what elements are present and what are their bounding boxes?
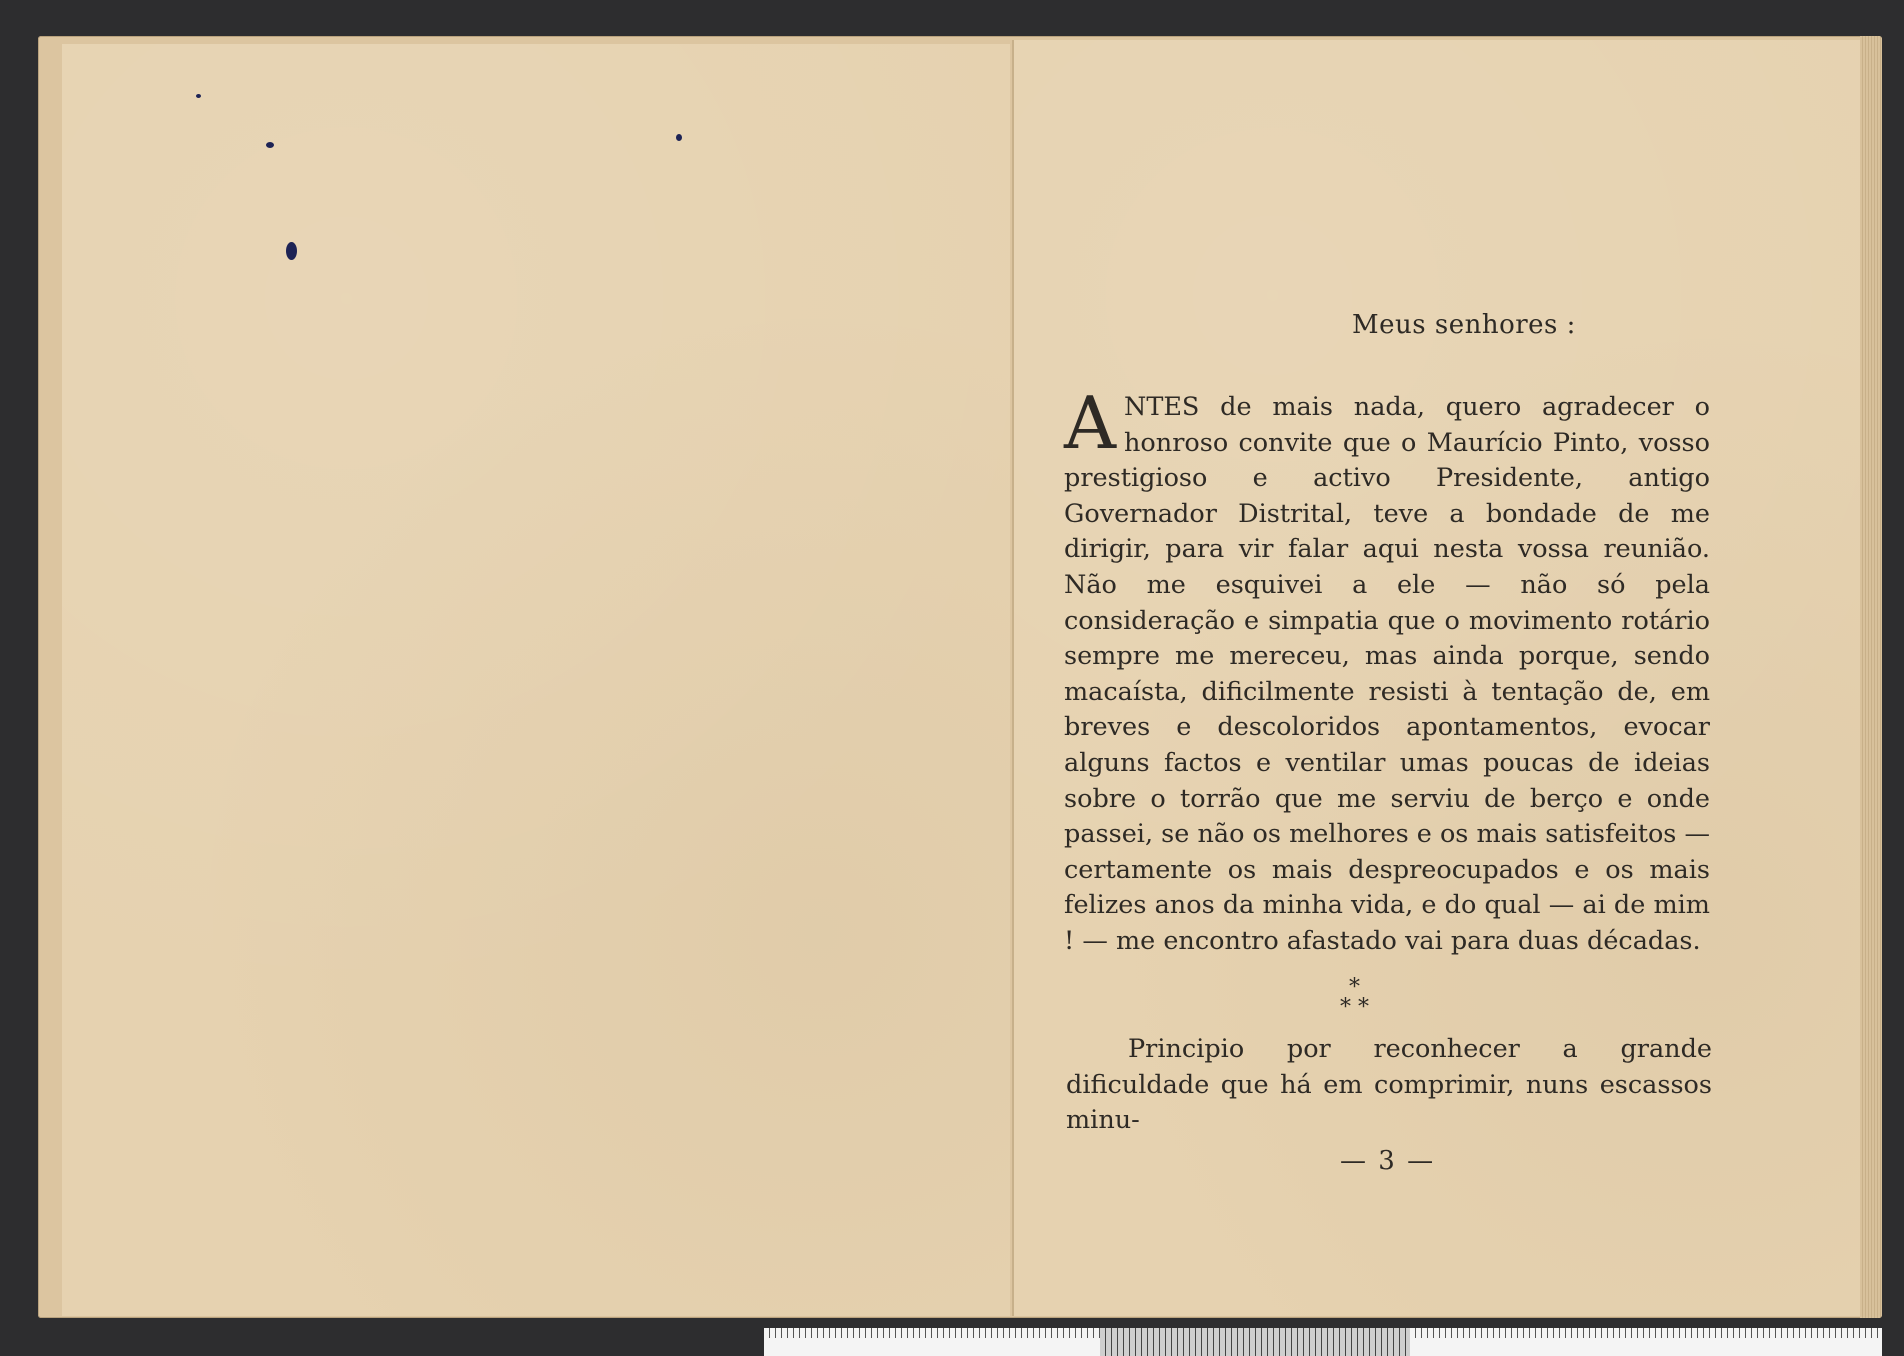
first-paragraph-text: NTES de mais nada, quero agradecer o honroso convite que o Maurício Pinto, vosso prestigioso e activo Presidente, antigo Governador Distrital, teve a bondade de me dirigir, para vir falar aqui nesta vossa reunião. Não me esquivei a ele — não só pela consideração e simpatia que o movimento rotário sempre me mereceu, mas ainda porque, sendo macaísta, dificilmente resisti à tentação de, em breves e descoloridos apontamentos, evocar alguns factos e ventilar umas poucas de ideias sobre o torrão que me serviu de berço e onde passei, se não os melhores e os mais satisfeitos — certamente os mais despreocupados e os mais felizes anos da minha vida, e do qual — ai de mim ! — me encontro afastado vai para duas décadas. xyxy=(1064,392,1710,956)
scale-ruler xyxy=(764,1328,1882,1356)
ink-speck xyxy=(266,142,274,148)
drop-cap: A xyxy=(1064,381,1116,465)
page-edges xyxy=(1860,36,1882,1318)
greeting-heading: Meus senhores : xyxy=(1352,310,1576,340)
ruler-segment xyxy=(1410,1328,1882,1356)
page-number: — 3 — xyxy=(1340,1146,1436,1176)
ink-speck xyxy=(286,242,297,260)
ink-speck xyxy=(676,134,682,141)
first-paragraph xyxy=(1064,381,1710,960)
ruler-segment xyxy=(1100,1328,1410,1356)
second-paragraph: Principio por reconhecer a grande dificuldade que há em comprimir, nuns escassos minu- xyxy=(1066,1034,1712,1136)
ink-speck xyxy=(196,94,201,98)
left-page-blank xyxy=(62,44,1010,1316)
ruler-segment xyxy=(764,1328,1100,1356)
section-separator: * * * xyxy=(1340,975,1369,1020)
